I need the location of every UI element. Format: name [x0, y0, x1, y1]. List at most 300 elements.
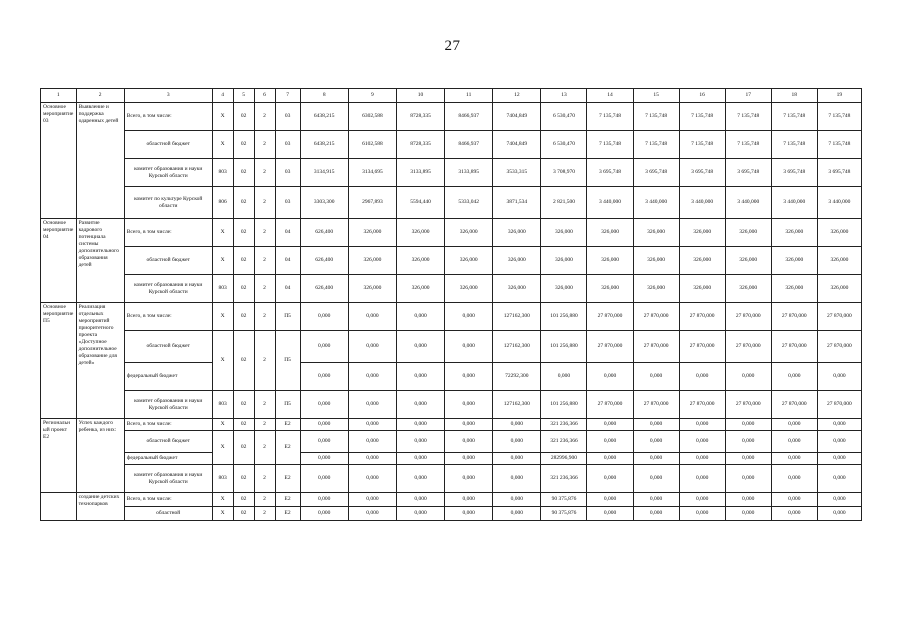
- header-cell: 12: [493, 89, 541, 103]
- amount-cell: 8728,335: [396, 103, 444, 131]
- code-c7: Е2: [275, 431, 300, 465]
- amount-cell: 27 870,000: [817, 331, 861, 363]
- amount-cell: 3 708,970: [541, 159, 587, 187]
- amount-cell: 127162,300: [493, 391, 541, 419]
- code-c4: 803: [212, 391, 233, 419]
- amount-cell: 0,000: [817, 419, 861, 431]
- code-c7: 04: [275, 275, 300, 303]
- amount-cell: 282996,900: [541, 453, 587, 465]
- amount-cell: 0,000: [445, 331, 493, 363]
- header-cell: 9: [348, 89, 396, 103]
- amount-cell: 0,000: [348, 331, 396, 363]
- amount-cell: 321 236,366: [541, 419, 587, 431]
- amount-cell: 326,000: [771, 247, 817, 275]
- amount-cell: 3133,895: [445, 159, 493, 187]
- amount-cell: 8728,335: [396, 131, 444, 159]
- amount-cell: 101 256,880: [541, 391, 587, 419]
- amount-cell: 3 440,000: [679, 187, 725, 219]
- table-row: [41, 507, 862, 521]
- amount-cell: 7 135,748: [725, 103, 771, 131]
- code-c7: Е2: [275, 507, 300, 521]
- measure-description: Развитие кадрового потенциала системы дополнительного образования детей: [76, 219, 124, 303]
- code-c4: 803: [212, 275, 233, 303]
- table-row: [41, 103, 862, 131]
- measure-name: [41, 493, 77, 521]
- amount-cell: 0,000: [348, 507, 396, 521]
- amount-cell: 321 236,366: [541, 431, 587, 453]
- amount-cell: 0,000: [348, 391, 396, 419]
- amount-cell: 0,000: [300, 465, 348, 493]
- amount-cell: 0,000: [445, 507, 493, 521]
- amount-cell: 3 695,748: [817, 159, 861, 187]
- amount-cell: 326,000: [445, 275, 493, 303]
- amount-cell: 0,000: [445, 453, 493, 465]
- amount-cell: 0,000: [633, 465, 679, 493]
- amount-cell: 3 440,000: [771, 187, 817, 219]
- amount-cell: 0,000: [817, 507, 861, 521]
- amount-cell: 0,000: [679, 431, 725, 453]
- amount-cell: 7 135,748: [679, 131, 725, 159]
- header-cell: 17: [725, 89, 771, 103]
- amount-cell: 0,000: [348, 453, 396, 465]
- amount-cell: 8466,937: [445, 103, 493, 131]
- amount-cell: 0,000: [445, 465, 493, 493]
- code-c5: 02: [233, 275, 254, 303]
- table-row: [41, 219, 862, 247]
- amount-cell: 0,000: [771, 465, 817, 493]
- amount-cell: 3 440,000: [587, 187, 633, 219]
- amount-cell: 27 870,000: [817, 303, 861, 331]
- table-row: [41, 247, 862, 275]
- amount-cell: 2 821,500: [541, 187, 587, 219]
- header-cell: 19: [817, 89, 861, 103]
- funding-source: Всего, в том числе:: [124, 219, 212, 247]
- amount-cell: 3 440,000: [817, 187, 861, 219]
- table-row: [41, 419, 862, 431]
- amount-cell: 0,000: [725, 431, 771, 453]
- amount-cell: 6 530,470: [541, 131, 587, 159]
- amount-cell: 0,000: [587, 507, 633, 521]
- amount-cell: 27 870,000: [725, 391, 771, 419]
- amount-cell: 0,000: [300, 431, 348, 453]
- amount-cell: 27 870,000: [817, 391, 861, 419]
- amount-cell: 326,000: [725, 247, 771, 275]
- amount-cell: 326,000: [679, 275, 725, 303]
- amount-cell: 27 870,000: [587, 303, 633, 331]
- amount-cell: 0,000: [493, 465, 541, 493]
- amount-cell: 27 870,000: [633, 303, 679, 331]
- code-c5: 02: [233, 131, 254, 159]
- amount-cell: 0,000: [679, 507, 725, 521]
- amount-cell: 0,000: [445, 493, 493, 507]
- amount-cell: 7 135,748: [725, 131, 771, 159]
- code-c7: Е2: [275, 493, 300, 507]
- funding-source: Всего, в том числе:: [124, 419, 212, 431]
- table-row: [41, 363, 862, 391]
- amount-cell: 0,000: [493, 419, 541, 431]
- amount-cell: 626,400: [300, 275, 348, 303]
- amount-cell: 326,000: [396, 275, 444, 303]
- funding-source: федеральный бюджет: [124, 453, 212, 465]
- amount-cell: 3 440,000: [725, 187, 771, 219]
- code-c6: 2: [254, 507, 275, 521]
- amount-cell: 27 870,000: [725, 331, 771, 363]
- header-cell: 14: [587, 89, 633, 103]
- amount-cell: 0,000: [493, 453, 541, 465]
- amount-cell: 326,000: [493, 219, 541, 247]
- amount-cell: 0,000: [771, 431, 817, 453]
- amount-cell: 0,000: [396, 363, 444, 391]
- amount-cell: 27 870,000: [587, 391, 633, 419]
- code-c6: 2: [254, 275, 275, 303]
- amount-cell: 3134,915: [300, 159, 348, 187]
- header-cell: 10: [396, 89, 444, 103]
- amount-cell: 0,000: [493, 507, 541, 521]
- amount-cell: 0,000: [679, 363, 725, 391]
- code-c4: Х: [212, 419, 233, 431]
- amount-cell: 326,000: [771, 275, 817, 303]
- budget-table: [40, 88, 862, 521]
- amount-cell: 0,000: [445, 391, 493, 419]
- amount-cell: 6302,588: [348, 103, 396, 131]
- funding-source: областной бюджет: [124, 331, 212, 363]
- table-row: [41, 453, 862, 465]
- amount-cell: 326,000: [771, 219, 817, 247]
- amount-cell: 0,000: [587, 431, 633, 453]
- header-cell: 11: [445, 89, 493, 103]
- code-c4: Х: [212, 493, 233, 507]
- amount-cell: 0,000: [633, 363, 679, 391]
- amount-cell: 326,000: [679, 219, 725, 247]
- code-c4: Х: [212, 507, 233, 521]
- header-cell: 7: [275, 89, 300, 103]
- funding-source: областной: [124, 507, 212, 521]
- amount-cell: 326,000: [541, 247, 587, 275]
- amount-cell: 326,000: [348, 247, 396, 275]
- amount-cell: 27 870,000: [771, 391, 817, 419]
- amount-cell: 0,000: [771, 419, 817, 431]
- amount-cell: 326,000: [817, 247, 861, 275]
- amount-cell: 0,000: [445, 363, 493, 391]
- code-c5: 02: [233, 493, 254, 507]
- amount-cell: 0,000: [771, 507, 817, 521]
- amount-cell: 326,000: [679, 247, 725, 275]
- code-c5: 02: [233, 391, 254, 419]
- amount-cell: 0,000: [587, 465, 633, 493]
- table-row: [41, 391, 862, 419]
- code-c7: 04: [275, 219, 300, 247]
- table-row: [41, 493, 862, 507]
- code-c6: 2: [254, 303, 275, 331]
- amount-cell: 0,000: [587, 493, 633, 507]
- header-cell: 18: [771, 89, 817, 103]
- code-c5: 02: [233, 303, 254, 331]
- amount-cell: 0,000: [771, 493, 817, 507]
- amount-cell: 326,000: [633, 247, 679, 275]
- amount-cell: 0,000: [445, 431, 493, 453]
- amount-cell: 0,000: [725, 465, 771, 493]
- amount-cell: 0,000: [300, 363, 348, 391]
- code-c5: 02: [233, 419, 254, 431]
- amount-cell: 0,000: [633, 431, 679, 453]
- amount-cell: 0,000: [348, 465, 396, 493]
- table-row: [41, 431, 862, 453]
- code-c4: Х: [212, 247, 233, 275]
- header-row: [41, 89, 862, 103]
- header-cell: 8: [300, 89, 348, 103]
- code-c4: Х: [212, 103, 233, 131]
- amount-cell: 326,000: [587, 219, 633, 247]
- amount-cell: 3 695,748: [587, 159, 633, 187]
- code-c7: Е2: [275, 465, 300, 493]
- amount-cell: 2967,893: [348, 187, 396, 219]
- amount-cell: 0,000: [396, 507, 444, 521]
- amount-cell: 0,000: [396, 493, 444, 507]
- amount-cell: 0,000: [679, 419, 725, 431]
- amount-cell: 0,000: [300, 453, 348, 465]
- amount-cell: 326,000: [493, 275, 541, 303]
- code-c5: 02: [233, 187, 254, 219]
- amount-cell: 0,000: [396, 465, 444, 493]
- code-c5: 02: [233, 507, 254, 521]
- funding-source: Всего, в том числе:: [124, 303, 212, 331]
- measure-description: Успех каждого ребенка, из них:: [76, 419, 124, 493]
- amount-cell: 0,000: [633, 493, 679, 507]
- funding-source: Всего, в том числе:: [124, 103, 212, 131]
- amount-cell: 7 135,748: [817, 131, 861, 159]
- funding-source: комитет по культуре Курской области: [124, 187, 212, 219]
- code-c7: 03: [275, 103, 300, 131]
- code-c6: 2: [254, 247, 275, 275]
- amount-cell: 3 695,748: [633, 159, 679, 187]
- amount-cell: 0,000: [679, 453, 725, 465]
- amount-cell: 0,000: [587, 363, 633, 391]
- amount-cell: 0,000: [679, 493, 725, 507]
- measure-description: создание детских технопарков: [76, 493, 124, 521]
- code-c4: Х: [212, 219, 233, 247]
- code-c6: 2: [254, 131, 275, 159]
- amount-cell: 326,000: [725, 219, 771, 247]
- amount-cell: 0,000: [445, 303, 493, 331]
- amount-cell: 0,000: [725, 419, 771, 431]
- code-c4: 803: [212, 159, 233, 187]
- amount-cell: 326,000: [633, 275, 679, 303]
- header-cell: 1: [41, 89, 77, 103]
- amount-cell: 0,000: [725, 507, 771, 521]
- amount-cell: 326,000: [587, 247, 633, 275]
- amount-cell: 0,000: [300, 419, 348, 431]
- amount-cell: 0,000: [817, 465, 861, 493]
- code-c7: 04: [275, 247, 300, 275]
- header-cell: 16: [679, 89, 725, 103]
- header-cell: 2: [76, 89, 124, 103]
- funding-source: областной бюджет: [124, 131, 212, 159]
- amount-cell: 0,000: [633, 507, 679, 521]
- header-cell: 4: [212, 89, 233, 103]
- code-c7: 03: [275, 131, 300, 159]
- table-row: [41, 131, 862, 159]
- amount-cell: 3533,315: [493, 159, 541, 187]
- amount-cell: 7 135,748: [679, 103, 725, 131]
- amount-cell: 6102,588: [348, 131, 396, 159]
- header-cell: 13: [541, 89, 587, 103]
- amount-cell: 5594,440: [396, 187, 444, 219]
- funding-source: областной бюджет: [124, 247, 212, 275]
- code-c6: 2: [254, 219, 275, 247]
- amount-cell: 3134,695: [348, 159, 396, 187]
- amount-cell: 0,000: [348, 303, 396, 331]
- amount-cell: 27 870,000: [679, 331, 725, 363]
- funding-source: комитет образования и науки Курской области: [124, 391, 212, 419]
- amount-cell: 6 530,470: [541, 103, 587, 131]
- funding-source: областной бюджет: [124, 431, 212, 453]
- code-c4: Х: [212, 431, 233, 465]
- amount-cell: 0,000: [679, 465, 725, 493]
- code-c6: 2: [254, 419, 275, 431]
- amount-cell: 626,400: [300, 219, 348, 247]
- code-c4: Х: [212, 303, 233, 331]
- amount-cell: 0,000: [445, 419, 493, 431]
- code-c4: Х: [212, 331, 233, 391]
- header-cell: 6: [254, 89, 275, 103]
- amount-cell: 6438,215: [300, 131, 348, 159]
- code-c5: 02: [233, 331, 254, 391]
- header-cell: 15: [633, 89, 679, 103]
- amount-cell: 326,000: [725, 275, 771, 303]
- header-cell: 3: [124, 89, 212, 103]
- amount-cell: 0,000: [541, 363, 587, 391]
- amount-cell: 7404,849: [493, 103, 541, 131]
- code-c4: 806: [212, 187, 233, 219]
- amount-cell: 5333,042: [445, 187, 493, 219]
- amount-cell: 0,000: [817, 493, 861, 507]
- amount-cell: 0,000: [771, 453, 817, 465]
- code-c6: 2: [254, 103, 275, 131]
- amount-cell: 0,000: [300, 391, 348, 419]
- amount-cell: 7 135,748: [587, 103, 633, 131]
- amount-cell: 0,000: [348, 419, 396, 431]
- amount-cell: 0,000: [587, 419, 633, 431]
- code-c6: 2: [254, 493, 275, 507]
- amount-cell: 326,000: [541, 275, 587, 303]
- amount-cell: 326,000: [493, 247, 541, 275]
- code-c6: 2: [254, 187, 275, 219]
- amount-cell: 7404,849: [493, 131, 541, 159]
- amount-cell: 27 870,000: [771, 331, 817, 363]
- amount-cell: 0,000: [817, 431, 861, 453]
- code-c6: 2: [254, 431, 275, 465]
- amount-cell: 326,000: [633, 219, 679, 247]
- amount-cell: 0,000: [300, 303, 348, 331]
- amount-cell: 0,000: [396, 303, 444, 331]
- amount-cell: 0,000: [396, 419, 444, 431]
- amount-cell: 0,000: [300, 493, 348, 507]
- amount-cell: 0,000: [725, 453, 771, 465]
- amount-cell: 3133,895: [396, 159, 444, 187]
- amount-cell: 0,000: [817, 363, 861, 391]
- amount-cell: 3 695,748: [771, 159, 817, 187]
- amount-cell: 0,000: [300, 507, 348, 521]
- amount-cell: 326,000: [817, 219, 861, 247]
- amount-cell: 0,000: [300, 331, 348, 363]
- amount-cell: 0,000: [771, 363, 817, 391]
- amount-cell: 626,400: [300, 247, 348, 275]
- amount-cell: 7 135,748: [771, 131, 817, 159]
- amount-cell: 7 135,748: [817, 103, 861, 131]
- amount-cell: 0,000: [348, 431, 396, 453]
- amount-cell: 0,000: [725, 363, 771, 391]
- amount-cell: 7 135,748: [771, 103, 817, 131]
- code-c7: П5: [275, 303, 300, 331]
- amount-cell: 326,000: [348, 275, 396, 303]
- table-row: [41, 159, 862, 187]
- code-c4: Х: [212, 131, 233, 159]
- amount-cell: 3871,534: [493, 187, 541, 219]
- amount-cell: 326,000: [396, 247, 444, 275]
- amount-cell: 3303,300: [300, 187, 348, 219]
- code-c6: 2: [254, 465, 275, 493]
- measure-name: Основное мероприятие 04: [41, 219, 77, 303]
- amount-cell: 326,000: [445, 247, 493, 275]
- amount-cell: 0,000: [493, 431, 541, 453]
- amount-cell: 101 256,880: [541, 331, 587, 363]
- amount-cell: 3 440,000: [633, 187, 679, 219]
- header-cell: 5: [233, 89, 254, 103]
- amount-cell: 27 870,000: [633, 331, 679, 363]
- amount-cell: 90 375,876: [541, 507, 587, 521]
- measure-name: Основное мероприятие П5: [41, 303, 77, 419]
- code-c5: 02: [233, 219, 254, 247]
- table-row: [41, 275, 862, 303]
- amount-cell: 0,000: [348, 363, 396, 391]
- code-c6: 2: [254, 391, 275, 419]
- amount-cell: 326,000: [445, 219, 493, 247]
- table-row: [41, 303, 862, 331]
- table-row: [41, 465, 862, 493]
- amount-cell: 326,000: [541, 219, 587, 247]
- amount-cell: 0,000: [348, 493, 396, 507]
- code-c6: 2: [254, 159, 275, 187]
- amount-cell: 321 236,366: [541, 465, 587, 493]
- funding-source: комитет образования и науки Курской области: [124, 465, 212, 493]
- funding-source: комитет образования и науки Курской области: [124, 275, 212, 303]
- measure-description: Реализация отдельных мероприятий приоритетного проекта «Доступное дополнительное образование для детей»: [76, 303, 124, 419]
- amount-cell: 127162,300: [493, 303, 541, 331]
- code-c7: 03: [275, 159, 300, 187]
- code-c7: П5: [275, 391, 300, 419]
- measure-name: Основное мероприятие 03: [41, 103, 77, 219]
- code-c5: 02: [233, 103, 254, 131]
- code-c7: П5: [275, 331, 300, 391]
- amount-cell: 326,000: [817, 275, 861, 303]
- amount-cell: 101 256,880: [541, 303, 587, 331]
- amount-cell: 27 870,000: [587, 331, 633, 363]
- funding-source: Всего, в том числе:: [124, 493, 212, 507]
- funding-source: комитет образования и науки Курской области: [124, 159, 212, 187]
- amount-cell: 326,000: [348, 219, 396, 247]
- code-c5: 02: [233, 247, 254, 275]
- amount-cell: 0,000: [817, 453, 861, 465]
- code-c7: Е2: [275, 419, 300, 431]
- measure-name: Региональный проект Е2: [41, 419, 77, 493]
- amount-cell: 0,000: [396, 453, 444, 465]
- measure-description: Выявление и поддержка одаренных детей: [76, 103, 124, 219]
- code-c6: 2: [254, 331, 275, 391]
- funding-source: федеральный бюджет: [124, 363, 212, 391]
- amount-cell: 3 695,748: [725, 159, 771, 187]
- amount-cell: 27 870,000: [771, 303, 817, 331]
- amount-cell: 326,000: [587, 275, 633, 303]
